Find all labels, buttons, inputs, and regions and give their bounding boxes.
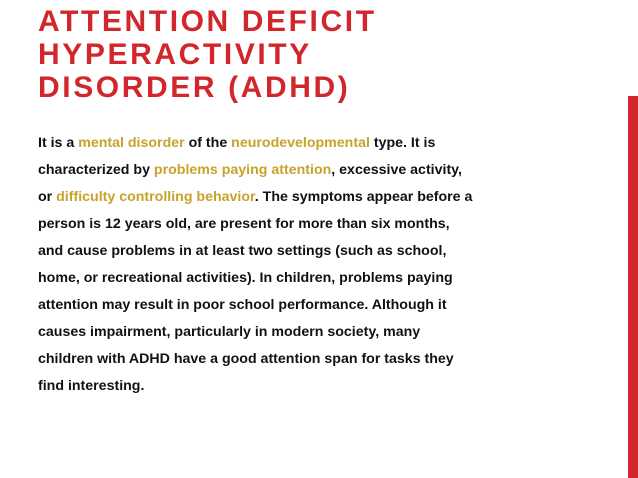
body-line: attention may result in poor school performance. Although it — [38, 297, 447, 313]
body-line — [38, 184, 578, 211]
body-line: home, or recreational activities). In children, problems paying — [38, 270, 453, 286]
title-line: DISORDER (ADHD) — [38, 71, 351, 104]
highlight-term: difficulty controlling behavior — [56, 189, 255, 205]
title-line: HYPERACTIVITY — [38, 38, 312, 71]
body-line — [38, 130, 578, 157]
body-line: find interesting. — [38, 378, 145, 394]
highlight-term: problems paying attention — [153, 162, 332, 178]
slide-body — [38, 130, 578, 400]
accent-bar — [628, 96, 638, 478]
highlight-term: mental disorder — [78, 135, 185, 151]
slide-title — [38, 5, 558, 104]
body-text-segment: . The symptoms appear before a — [254, 189, 473, 205]
body-text-segment: or — [38, 189, 57, 205]
highlight-term: neurodevelopmental — [231, 135, 370, 151]
body-text-segment: It is a — [38, 135, 79, 151]
body-line — [38, 157, 578, 184]
title-line: ATTENTION DEFICIT — [38, 5, 377, 38]
body-text-segment: characterized by — [38, 162, 154, 178]
body-text-segment: type. It is — [369, 135, 436, 151]
body-text-segment: , excessive activity, — [331, 162, 462, 178]
body-line: children with ADHD have a good attention span for tasks they — [38, 351, 454, 367]
body-line: and cause problems in at least two settings (such as school, — [38, 243, 447, 259]
body-text-segment: of the — [184, 135, 232, 151]
body-line: causes impairment, particularly in modern society, many — [38, 324, 421, 340]
body-line: person is 12 years old, are present for more than six months, — [38, 216, 450, 232]
